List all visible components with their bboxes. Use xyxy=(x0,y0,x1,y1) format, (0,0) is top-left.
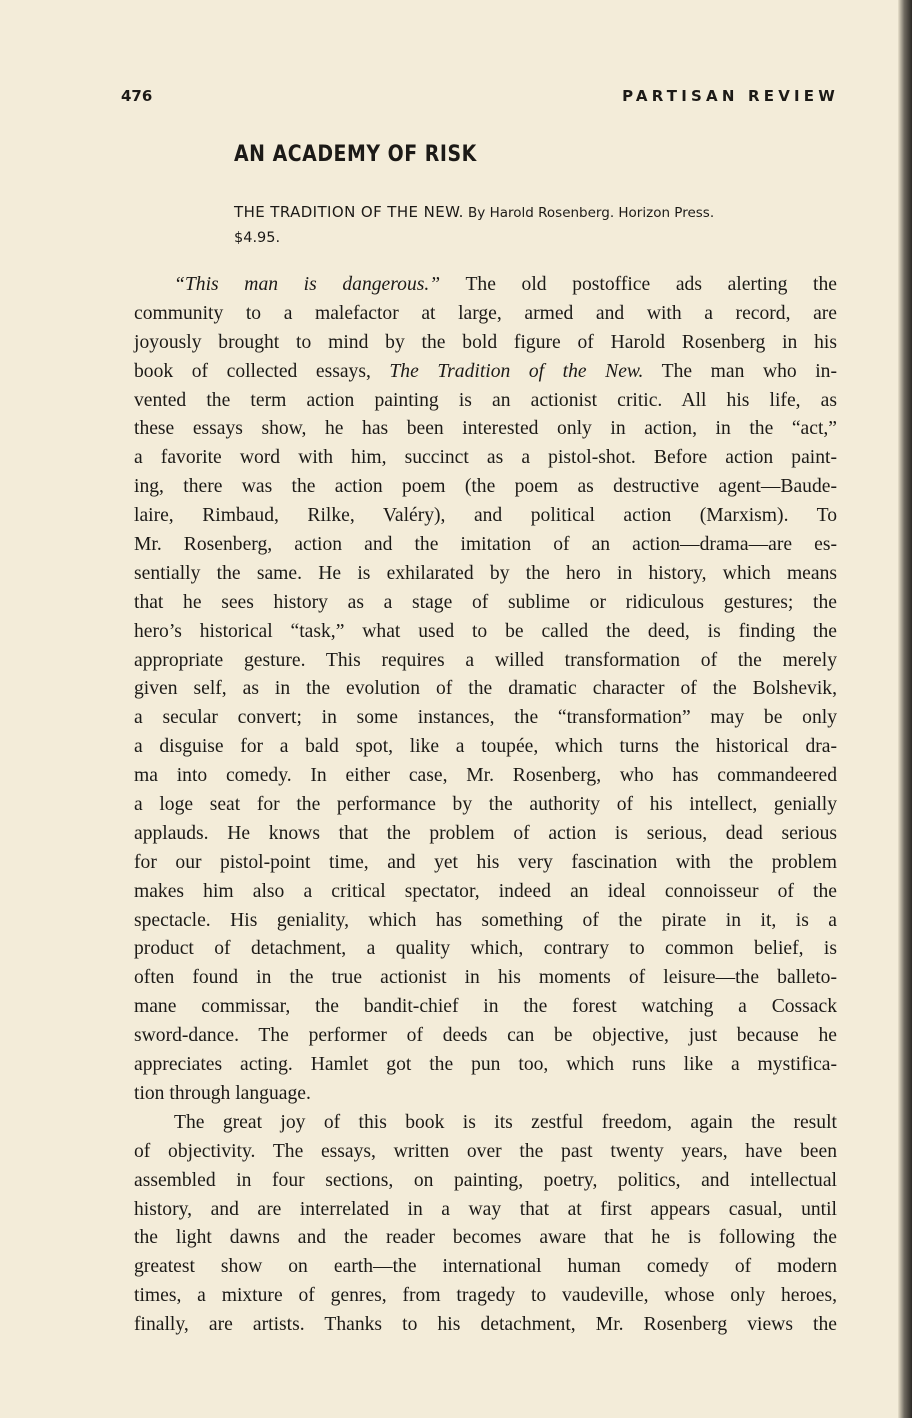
text-line: that he sees history as a stage of sublime or ridiculous gestures; the xyxy=(134,591,837,613)
text-line: The great joy of this book is its zestful freedom, again the result xyxy=(174,1111,837,1133)
text-line: “This man is dangerous.” The old postoffice ads alerting the xyxy=(174,274,837,295)
reviewed-book-title: THE TRADITION OF THE NEW. xyxy=(234,203,464,221)
text-line: often found in the true actionist in his moments of leisure—the balleto- xyxy=(134,967,837,989)
review-book-info xyxy=(234,200,836,251)
text-line: greatest show on earth—the international human comedy of modern xyxy=(134,1256,837,1278)
paragraph-1 xyxy=(134,271,837,1109)
text-line: sword-dance. The performer of deeds can be objective, just because he xyxy=(134,1025,837,1047)
journal-name: PARTISAN REVIEW xyxy=(622,87,839,105)
text-line: appropriate gesture. This requires a willed transformation of the merely xyxy=(134,649,837,671)
text-line: a loge seat for the performance by the authority of his intellect, genially xyxy=(134,794,837,816)
text-line: the light dawns and the reader becomes aware that he is following the xyxy=(134,1227,837,1249)
text-line: vented the term action painting is an actionist critic. All his life, as xyxy=(134,389,837,411)
text-line: joyously brought to mind by the bold figure of Harold Rosenberg in his xyxy=(134,331,837,353)
book-title-italic: The Tradition of the New. xyxy=(389,360,644,382)
text-line: given self, as in the evolution of the dramatic character of the Bolshevik, xyxy=(134,678,837,700)
page-number: 476 xyxy=(121,87,153,105)
text-line: appreciates acting. Hamlet got the pun too, which runs like a mystifica- xyxy=(134,1054,837,1076)
reviewed-book-price: $4.95. xyxy=(234,230,281,246)
text-line: times, a mixture of genres, from tragedy to vaudeville, whose only heroes, xyxy=(134,1285,837,1307)
text-line: sentially the same. He is exhilarated by the hero in history, which means xyxy=(134,562,837,584)
page-edge-shadow xyxy=(898,0,912,1418)
text-line: book of collected essays, The Tradition of the New. The man who in- xyxy=(134,360,838,382)
text-line: these essays show, he has been interested only in action, in the “act,” xyxy=(134,418,837,440)
article-title: AN ACADEMY OF RISK xyxy=(234,142,477,167)
paragraph-2 xyxy=(134,1109,837,1340)
text-line: tion through language. xyxy=(134,1082,311,1104)
text-line: a favorite word with him, succinct as a pistol-shot. Before action paint- xyxy=(134,447,837,469)
text-line: a disguise for a bald spot, like a toupée, which turns the historical dra- xyxy=(134,736,837,758)
text-line: history, and are interrelated in a way that at first appears casual, until xyxy=(134,1198,837,1220)
opening-quote: “This man is dangerous.” xyxy=(174,274,441,295)
text-line: applauds. He knows that the problem of action is serious, dead serious xyxy=(134,822,837,844)
text-line: hero’s historical “task,” what used to be called the deed, is finding the xyxy=(134,620,837,642)
text-line: product of detachment, a quality which, contrary to common belief, is xyxy=(134,938,837,960)
text-line: assembled in four sections, on painting, poetry, politics, and intellectual xyxy=(134,1169,837,1191)
text-line: Mr. Rosenberg, action and the imitation of an action—drama—are es- xyxy=(134,534,837,556)
text-line: ma into comedy. In either case, Mr. Rosenberg, who has commandeered xyxy=(134,765,837,787)
text-line: a secular convert; in some instances, the “transformation” may be only xyxy=(134,707,837,729)
text-line: ing, there was the action poem (the poem as destructive agent—Baude- xyxy=(134,476,837,498)
text-line: finally, are artists. Thanks to his detachment, Mr. Rosenberg views the xyxy=(134,1314,837,1336)
text-line: community to a malefactor at large, armed and with a record, are xyxy=(134,302,837,324)
running-head xyxy=(121,87,839,109)
text-line: spectacle. His geniality, which has something of the pirate in it, is a xyxy=(134,909,837,931)
text-line: of objectivity. The essays, written over the past twenty years, have been xyxy=(134,1140,837,1162)
text-line: makes him also a critical spectator, indeed an ideal connoisseur of the xyxy=(134,880,837,902)
reviewed-book-byline: By Harold Rosenberg. Horizon Press. xyxy=(463,205,715,221)
text-line: for our pistol-point time, and yet his very fascination with the problem xyxy=(134,851,837,873)
text-line: mane commissar, the bandit-chief in the forest watching a Cossack xyxy=(134,996,837,1018)
article-body xyxy=(134,271,837,1340)
text-line: laire, Rimbaud, Rilke, Valéry), and political action (Marxism). To xyxy=(134,505,837,527)
